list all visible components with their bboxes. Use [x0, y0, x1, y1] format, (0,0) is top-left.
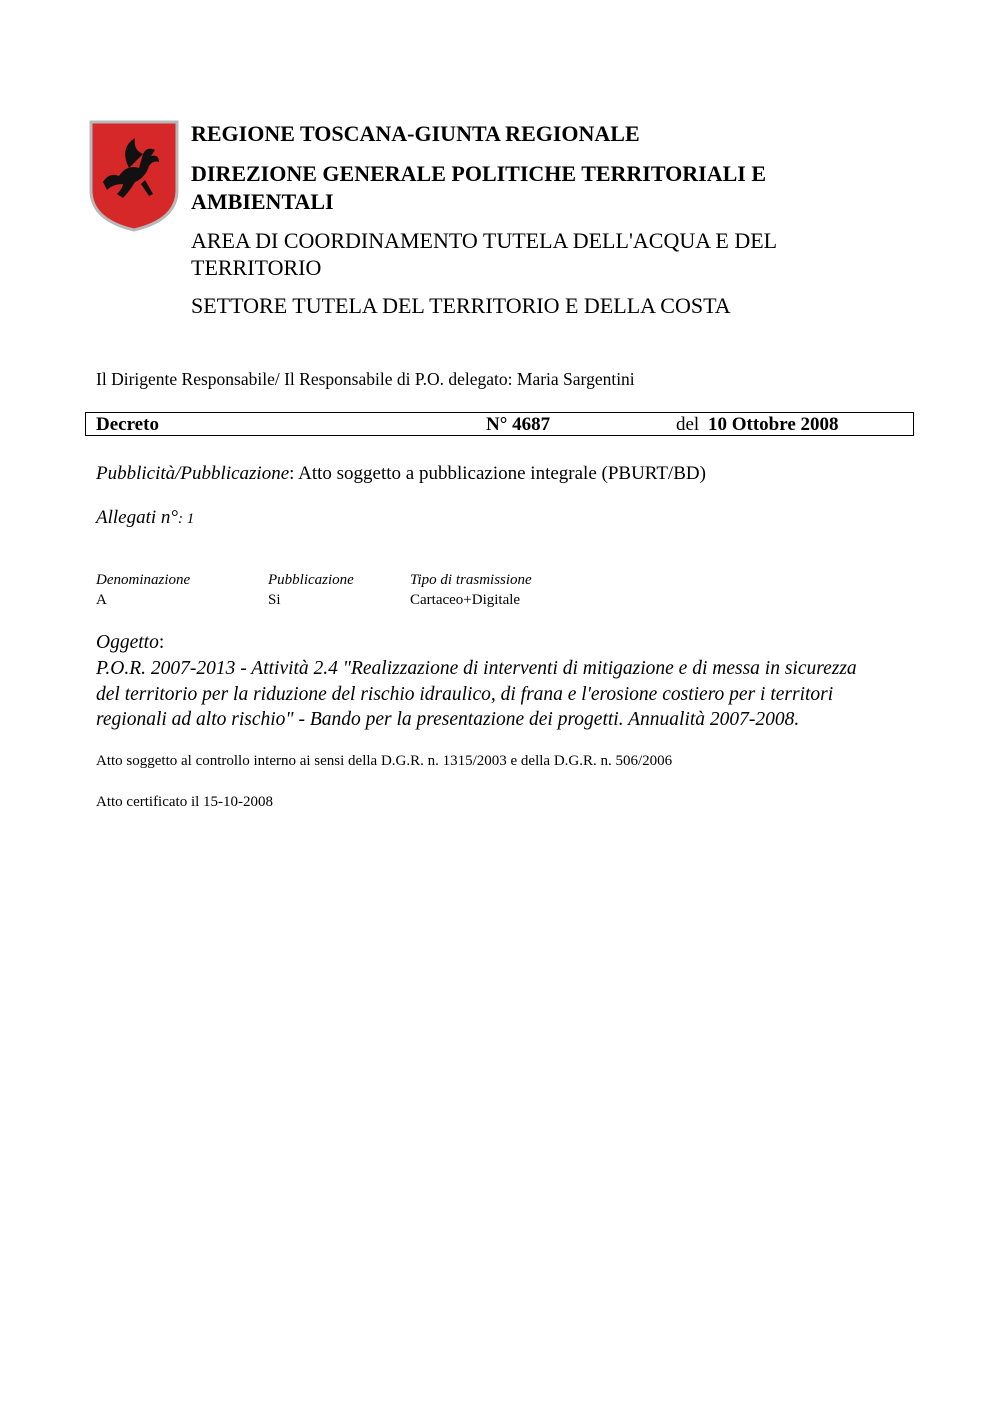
table-header-denominazione: Denominazione — [96, 572, 191, 588]
oggetto-line-2: del territorio per la riduzione del rischio idraulico, di frana e l'erosione costiero per i territori — [96, 683, 834, 705]
oggetto-colon: : — [158, 632, 165, 653]
oggetto-line-3: regionali ad alto rischio" - Bando per la presentazione dei progetti. Annualità 2007-2008. — [96, 709, 800, 730]
decreto-del-label: del — [676, 414, 700, 435]
decreto-label: Decreto — [96, 414, 159, 435]
header-settore: SETTORE TUTELA DEL TERRITORIO E DELLA COSTA — [191, 293, 731, 318]
decreto-number: N° 4687 — [486, 414, 551, 435]
decreto-date: 10 Ottobre 2008 — [708, 414, 839, 435]
table-cell-denominazione: A — [96, 592, 107, 608]
header-regione: REGIONE TOSCANA-GIUNTA REGIONALE — [191, 121, 640, 146]
decreto-box — [85, 412, 914, 436]
pubblicita-label: Pubblicità/Pubblicazione — [96, 463, 290, 484]
allegati-value: : 1 — [178, 511, 195, 527]
controllo-interno-line: Atto soggetto al controllo interno ai sensi della D.G.R. n. 1315/2003 e della D.G.R. n. 506/2006 — [96, 753, 673, 769]
atto-certificato-line: Atto certificato il 15-10-2008 — [96, 794, 274, 810]
allegati-line — [96, 507, 194, 529]
header-area-line2: TERRITORIO — [191, 255, 322, 280]
pubblicita-line — [96, 463, 706, 485]
table-cell-pubblicazione: Si — [268, 592, 281, 608]
oggetto-label: Oggetto — [96, 632, 159, 653]
table-header-pubblicazione: Pubblicazione — [268, 572, 354, 588]
table-cell-tipo-trasmissione: Cartaceo+Digitale — [410, 592, 521, 608]
regione-toscana-logo — [89, 120, 179, 232]
pegasus-emblem-icon — [89, 120, 179, 232]
oggetto-text — [96, 656, 896, 733]
header-area-line1: AREA DI COORDINAMENTO TUTELA DELL'ACQUA E DEL — [191, 228, 778, 253]
allegati-label: Allegati n° — [96, 507, 179, 528]
table-header-tipo-trasmissione: Tipo di trasmissione — [410, 572, 532, 588]
dirigente-line: Il Dirigente Responsabile/ Il Responsabile di P.O. delegato: Maria Sargentini — [96, 369, 635, 389]
header-direzione-line2: AMBIENTALI — [191, 189, 334, 214]
pubblicita-value: : Atto soggetto a pubblicazione integrale (PBURT/BD) — [289, 463, 706, 484]
oggetto-line-1: P.O.R. 2007-2013 - Attività 2.4 "Realizzazione di interventi di mitigazione e di messa in sicurezza — [96, 658, 857, 679]
header-direzione-line1: DIREZIONE GENERALE POLITICHE TERRITORIALI E — [191, 161, 767, 186]
oggetto-heading — [96, 632, 164, 654]
